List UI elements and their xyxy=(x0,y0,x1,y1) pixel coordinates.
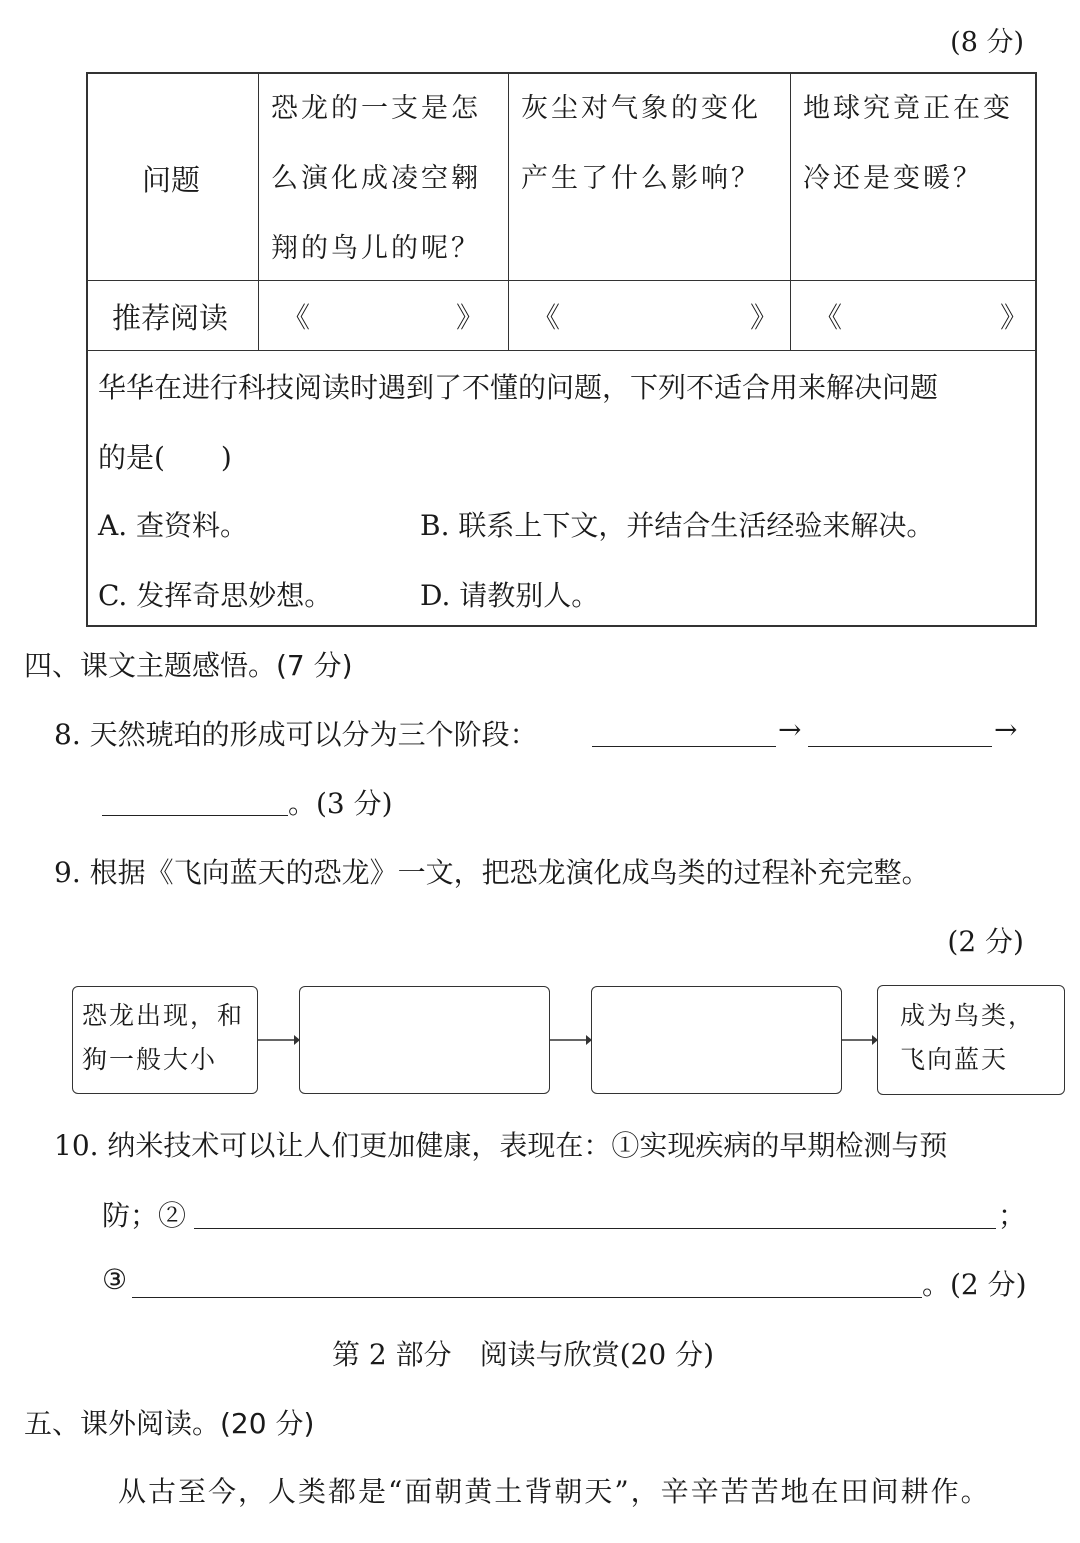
book-close-mark: 》 xyxy=(456,301,485,334)
section4-title: 四、课文主题感悟。(7 分) xyxy=(24,649,353,682)
table-divider xyxy=(88,350,1035,351)
top-score: (8 分) xyxy=(950,27,1024,58)
row-header-question: 问题 xyxy=(142,163,201,197)
q10-line3-prefix: ③ xyxy=(102,1263,128,1296)
flow-arrow-icon xyxy=(550,1030,592,1050)
choice-question-line1: 华华在进行科技阅读时遇到了不懂的问题，下列不适合用来解决问题 xyxy=(98,371,939,404)
q8-arrow-1: → xyxy=(778,713,802,746)
q10-blank-2[interactable] xyxy=(194,1228,996,1229)
q8-blank-1[interactable] xyxy=(592,746,776,747)
flow-box-end-text: 成为鸟类，飞向蓝天 xyxy=(900,1001,1036,1074)
table-divider xyxy=(508,74,509,350)
flow-box-blank-2[interactable] xyxy=(591,986,842,1094)
table-divider xyxy=(88,280,1035,281)
section5-title: 五、课外阅读。(20 分) xyxy=(24,1407,315,1440)
q9-text: 9. 根据《飞向蓝天的恐龙》一文，把恐龙演化成鸟类的过程补充完整。 xyxy=(54,856,930,889)
q10-line2-suffix: ； xyxy=(998,1199,1027,1232)
q8-blank-3[interactable] xyxy=(102,815,288,816)
flow-box-start-text: 恐龙出现，和狗一般大小 xyxy=(82,1001,245,1074)
flow-box-blank-1[interactable] xyxy=(299,986,550,1094)
q9-score: (2 分) xyxy=(947,925,1024,958)
q10-blank-3[interactable] xyxy=(132,1297,922,1298)
q10-line3-suffix: 。(2 分) xyxy=(922,1268,1027,1301)
q10-line2-prefix: 防；② xyxy=(102,1199,187,1232)
option-a: A. 查资料。 xyxy=(98,509,249,542)
row-header-recommend: 推荐阅读 xyxy=(112,301,229,335)
option-d: D. 请教别人。 xyxy=(420,579,600,612)
flow-arrow-icon xyxy=(258,1030,300,1050)
q8-prefix: 8. 天然琥珀的形成可以分为三个阶段： xyxy=(54,718,538,751)
book-close-mark: 》 xyxy=(750,301,779,334)
book-open-mark: 《 xyxy=(282,301,311,334)
q8-suffix: 。(3 分) xyxy=(288,787,393,820)
table-divider xyxy=(790,74,791,350)
recommendation-table xyxy=(86,72,1037,627)
book-open-mark: 《 xyxy=(814,301,843,334)
book-close-mark: 》 xyxy=(1000,301,1029,334)
q10-line1: 10. 纳米技术可以让人们更加健康，表现在：①实现疾病的早期检测与预 xyxy=(54,1129,948,1162)
question-cell-3: 地球究竟正在变冷还是变暖？ xyxy=(803,93,1013,194)
book-open-mark: 《 xyxy=(532,301,561,334)
choice-question-line2: 的是( ) xyxy=(98,441,232,474)
table-divider xyxy=(258,74,259,350)
question-cell-2: 灰尘对气象的变化产生了什么影响？ xyxy=(521,93,761,194)
q8-blank-2[interactable] xyxy=(808,746,992,747)
section5-paragraph: 从古至今，人类都是“面朝黄土背朝天”，辛辛苦苦地在田间耕作。 xyxy=(118,1475,991,1508)
option-b: B. 联系上下文，并结合生活经验来解决。 xyxy=(420,509,935,542)
question-cell-1: 恐龙的一支是怎么演化成凌空翱翔的鸟儿的呢？ xyxy=(271,93,481,264)
option-c: C. 发挥奇思妙想。 xyxy=(98,579,333,612)
flow-arrow-icon xyxy=(842,1030,878,1050)
q8-arrow-2: → xyxy=(994,713,1018,746)
part2-title: 第 2 部分 阅读与欣赏(20 分) xyxy=(332,1338,714,1371)
